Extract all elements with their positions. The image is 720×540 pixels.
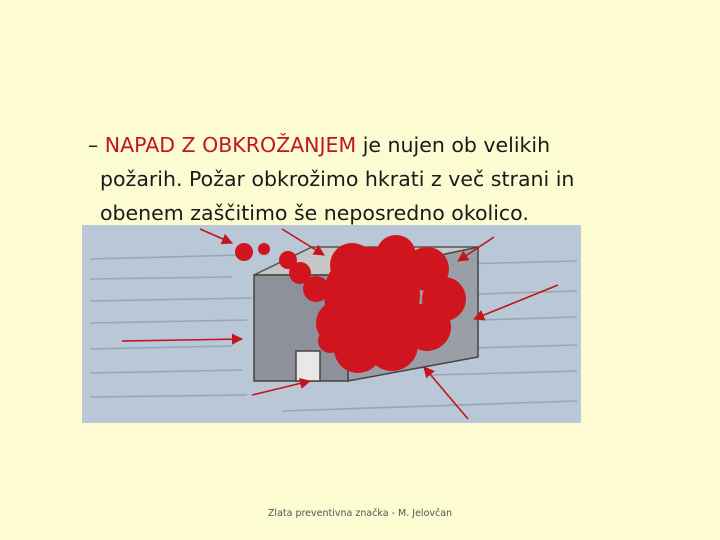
bullet-line-2: požarih. Požar obkrožimo hkrati z več strani in: [100, 167, 575, 191]
bullet-dash: –: [88, 133, 99, 157]
bullet-line-1-rest: je nujen ob velikih: [356, 133, 551, 157]
encirclement-illustration: [82, 225, 581, 423]
bullet-line-3: obenem zaščitimo še neposredno okolico.: [100, 201, 529, 225]
footer-text: Zlata preventivna značka - M. Jelovčan: [267, 508, 453, 519]
building-door: [296, 351, 320, 381]
attack-term: NAPAD Z OBKROŽANJEM: [104, 133, 357, 157]
bullet-text: [88, 128, 688, 230]
bullet-line-1: [88, 128, 688, 162]
